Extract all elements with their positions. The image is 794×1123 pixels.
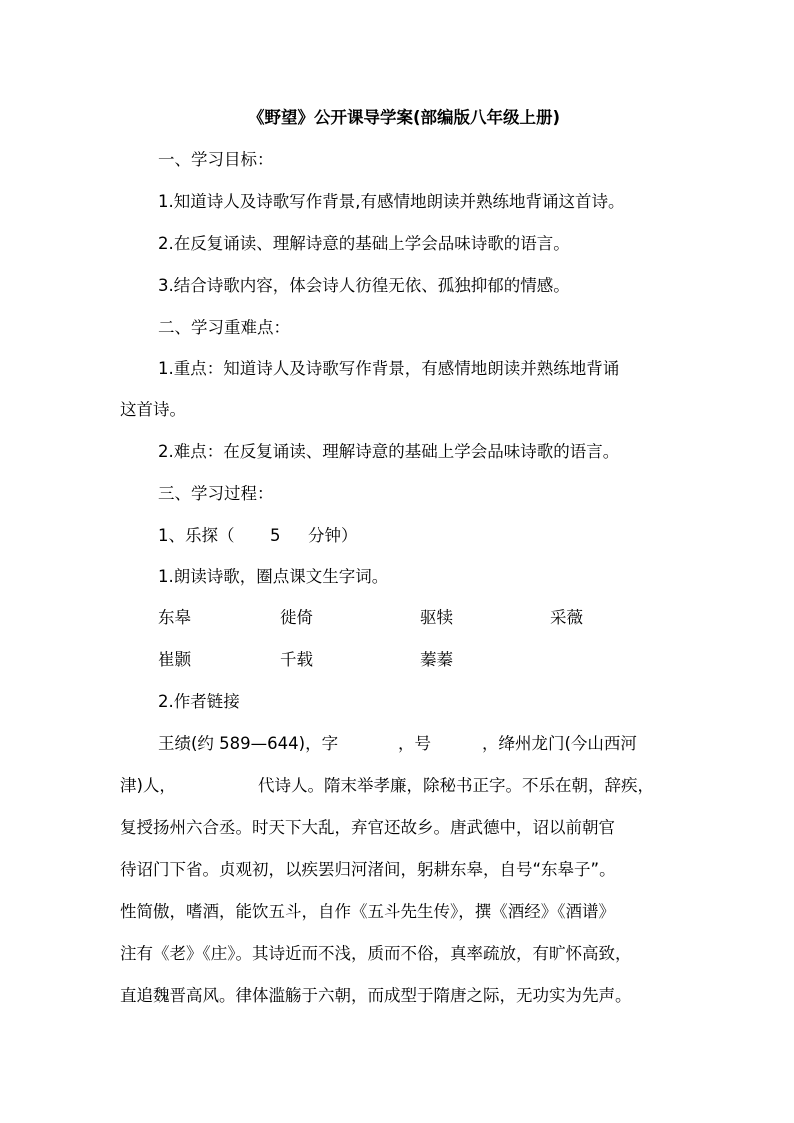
bio-line-2a: 津)人， bbox=[120, 776, 176, 795]
bio-line-5: 性简傲，嗜酒，能饮五斗，自作《五斗先生传》，撰《酒经》《酒谱》 bbox=[120, 902, 615, 921]
step-1-suffix: 分钟） bbox=[308, 526, 358, 545]
bio-line-7: 直追魏晋高风。律体滥觞于六朝，而成型于隋唐之际，无功实为先声。 bbox=[120, 986, 632, 1005]
bio-line-1a: 王绩(约 589—644)，字 bbox=[158, 734, 339, 753]
vocab-word: 千载 bbox=[280, 650, 313, 669]
bio-line-4: 待诏门下省。贞观初，以疾罢归河渚间，躬耕东皋，自号“东皋子”。 bbox=[120, 860, 616, 879]
bio-line-3: 复授扬州六合丞。时天下大乱，弃官还故乡。唐武德中，诏以前朝官 bbox=[120, 818, 615, 837]
goal-item-2: 2.在反复诵读、理解诗意的基础上学会品味诗歌的语言。 bbox=[158, 234, 570, 253]
key-point-2: 2.难点：在反复诵读、理解诗意的基础上学会品味诗歌的语言。 bbox=[158, 442, 620, 461]
vocab-word: 采薇 bbox=[550, 608, 583, 627]
section-heading-key-points: 二、学习重难点： bbox=[158, 318, 290, 337]
key-point-1-line-2: 这首诗。 bbox=[120, 400, 186, 419]
vocab-word: 东皋 bbox=[158, 608, 191, 627]
goal-item-1: 1.知道诗人及诗歌写作背景,有感情地朗读并熟练地背诵这首诗。 bbox=[158, 192, 625, 211]
vocab-word: 驱犊 bbox=[420, 608, 453, 627]
step-1-minutes: 5 bbox=[270, 526, 281, 545]
task-2: 2.作者链接 bbox=[158, 692, 240, 711]
step-1-prefix: 1、乐探（ bbox=[158, 526, 235, 545]
bio-line-2b: 代诗人。隋末举孝廉，除秘书正字。不乐在朝，辞疾， bbox=[258, 776, 654, 795]
bio-line-1c: ，绛州龙门(今山西河 bbox=[482, 734, 637, 753]
bio-line-6: 注有《老》《庄》。其诗近而不浅，质而不俗，真率疏放，有旷怀高致， bbox=[120, 944, 632, 963]
section-heading-process: 三、学习过程： bbox=[158, 484, 274, 503]
vocab-word: 崔颢 bbox=[158, 650, 191, 669]
task-1: 1.朗读诗歌，圈点课文生字词。 bbox=[158, 567, 389, 586]
document-title: 《野望》公开课导学案(部编版八年级上册) bbox=[248, 108, 561, 127]
bio-line-1b: ，号 bbox=[398, 734, 431, 753]
vocab-word: 蓁蓁 bbox=[420, 650, 453, 669]
goal-item-3: 3.结合诗歌内容，体会诗人彷徨无依、孤独抑郁的情感。 bbox=[158, 276, 570, 295]
key-point-1-line-1: 1.重点：知道诗人及诗歌写作背景，有感情地朗读并熟练地背诵 bbox=[158, 359, 620, 378]
vocab-word: 徙倚 bbox=[280, 608, 313, 627]
step-1-heading bbox=[158, 526, 235, 546]
section-heading-goals: 一、学习目标： bbox=[158, 150, 274, 169]
